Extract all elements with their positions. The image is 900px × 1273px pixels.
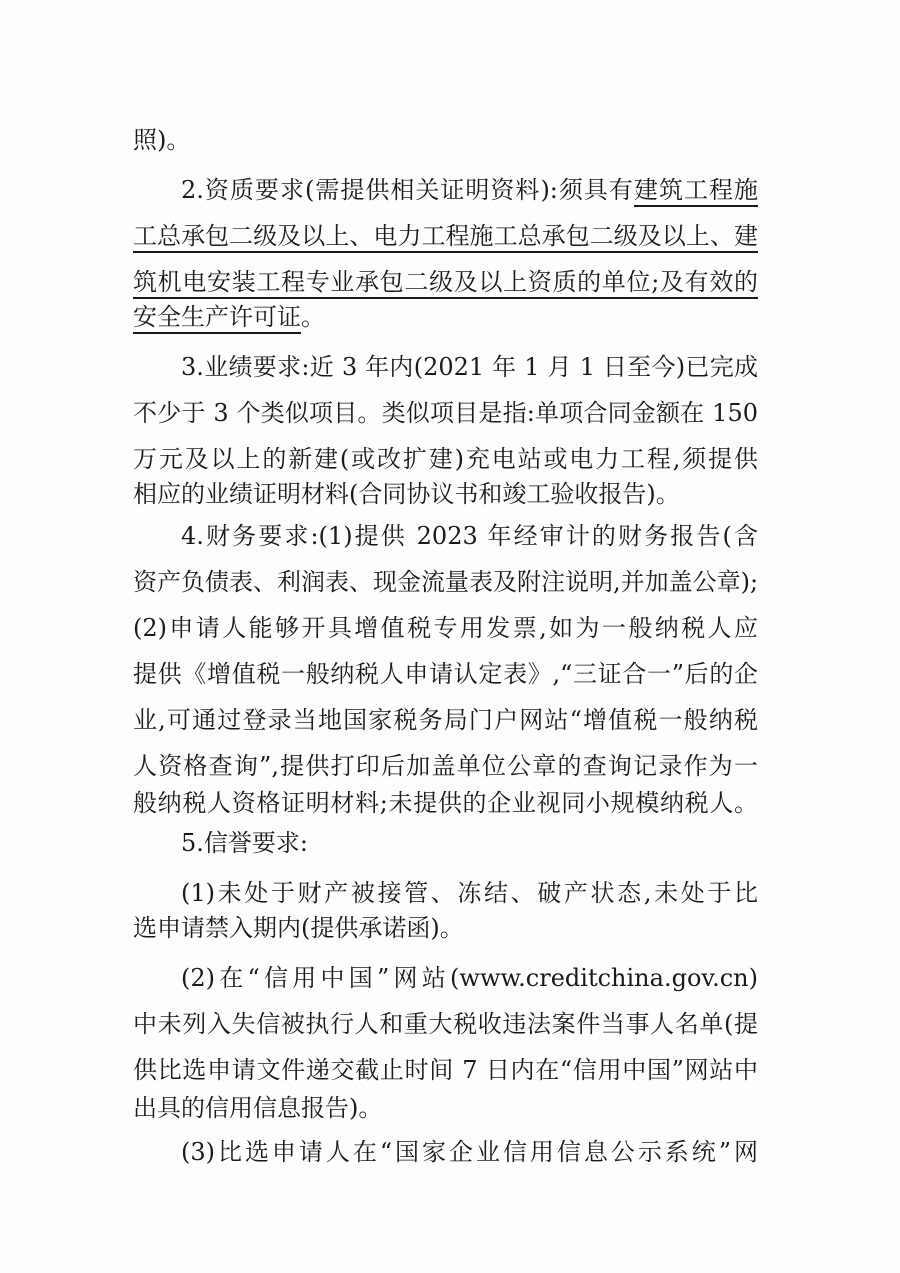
text-line: (1)未处于财产被接管、冻结、破产状态,未处于比	[181, 879, 758, 907]
text-line: 出具的信用信息报告)。	[133, 1094, 383, 1122]
text-line	[133, 220, 758, 252]
text-line: 5.信誉要求:	[181, 829, 308, 857]
text-line: 3.业绩要求:近 3 年内(2021 年 1 月 1 日至今)已完成	[181, 353, 758, 381]
text-line: 安全生产许可证。	[133, 301, 325, 333]
text-line: 4.财务要求:(1)提供 2023 年经审计的财务报告(含	[181, 522, 758, 550]
text-line: (2)在“信用中国”网站(www.creditchina.gov.cn)	[181, 964, 758, 992]
underlined-text: 建筑工程施	[634, 176, 758, 207]
text-line	[133, 266, 758, 298]
underlined-text: 工总承包二级及以上、电力工程施工总承包二级及以上、建	[133, 222, 758, 253]
text-line: 2.资质要求(需提供相关证明资料):须具有建筑工程施	[181, 174, 758, 206]
text-line: 选申请禁入期内(提供承诺函)。	[133, 914, 464, 942]
text-line: (3)比选申请人在“国家企业信用信息公示系统”网	[181, 1138, 758, 1166]
text-line: 般纳税人资格证明材料;未提供的企业视同小规模纳税人。	[133, 789, 758, 817]
underlined-text: 筑机电安装工程专业承包二级及以上资质的单位;及有效的	[133, 268, 758, 299]
text-line: 供比选申请文件递交截止时间 7 日内在“信用中国”网站中	[133, 1056, 758, 1084]
text-line: 人资格查询”,提供打印后加盖单位公章的查询记录作为一	[133, 752, 758, 780]
text-line: 不少于 3 个类似项目。类似项目是指:单项合同金额在 150	[133, 399, 758, 427]
underlined-text: 安全生产许可证	[133, 303, 301, 334]
text-line: 相应的业绩证明材料(合同协议书和竣工验收报告)。	[133, 480, 680, 508]
text-line: (2)申请人能够开具增值税专用发票,如为一般纳税人应	[133, 614, 758, 642]
text-line: 照)。	[133, 126, 191, 154]
text-line: 万元及以上的新建(或改扩建)充电站或电力工程,须提供	[133, 445, 758, 473]
text-line: 业,可通过登录当地国家税务局门户网站“增值税一般纳税	[133, 706, 758, 734]
text-line: 资产负债表、利润表、现金流量表及附注说明,并加盖公章);	[133, 568, 759, 596]
text-line: 中未列入失信被执行人和重大税收违法案件当事人名单(提	[133, 1010, 758, 1038]
text-line: 提供《增值税一般纳税人申请认定表》,“三证合一”后的企	[133, 660, 758, 688]
